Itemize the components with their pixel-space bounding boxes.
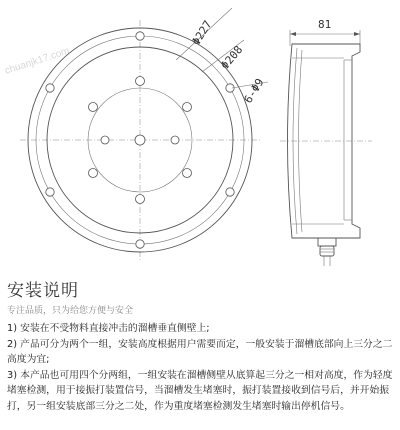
- inner-hole: [136, 195, 145, 204]
- dim-bolt-circle: Φ208: [218, 43, 246, 72]
- bolt-hole: [226, 188, 234, 196]
- arrow-left: [290, 32, 296, 36]
- installation-instructions: [7, 280, 397, 414]
- watermark-text: chuanjk17.com: [3, 45, 71, 77]
- dim-outer-diameter: Φ227: [189, 18, 215, 48]
- front-view: [20, 8, 268, 262]
- section-subtitle: 专注品质，只为给您方便与安全: [7, 306, 134, 316]
- section-title: 安装说明: [7, 281, 79, 301]
- inner-hole: [171, 136, 179, 144]
- inner-hole: [89, 169, 98, 178]
- side-view: [280, 18, 372, 266]
- bolt-hole: [46, 84, 54, 92]
- instruction-paragraph-2: 2) 产品可分为两个一组，安装高度根据用户需要而定，一般安装于溜槽底部向上三分之二高度为宜;: [7, 338, 393, 365]
- instruction-paragraph-3: 3) 本产品也可用四个分两组，一组安装在溜槽侧壁从底算起三分之一相对高度，作为轻度堵塞检测，用于接振打装置信号，当溜槽发生堵塞时，振打装置接收到信号后，并开始振打，另一组安装底部三分之二处，作为重度堵塞检测发生堵塞时输出停机信号。: [7, 369, 393, 412]
- dim-width: 81: [318, 18, 332, 31]
- inner-hole: [183, 169, 192, 178]
- inner-hole: [101, 136, 109, 144]
- cable-gland-nut: [318, 238, 336, 246]
- cable-gland-body: [320, 246, 334, 256]
- arrow-right: [354, 32, 360, 36]
- inner-hole: [183, 103, 192, 112]
- bolt-hole: [136, 240, 144, 248]
- inner-hole: [136, 77, 145, 86]
- bolt-hole: [46, 188, 54, 196]
- inner-hole: [89, 103, 98, 112]
- instruction-paragraph-1: 1) 安装在不受物料直接冲击的溜槽垂直侧壁上;: [7, 323, 210, 334]
- center-hole: [135, 135, 145, 145]
- dim-hole-spec: 6-Φ9: [241, 76, 267, 106]
- bolt-hole: [136, 32, 144, 40]
